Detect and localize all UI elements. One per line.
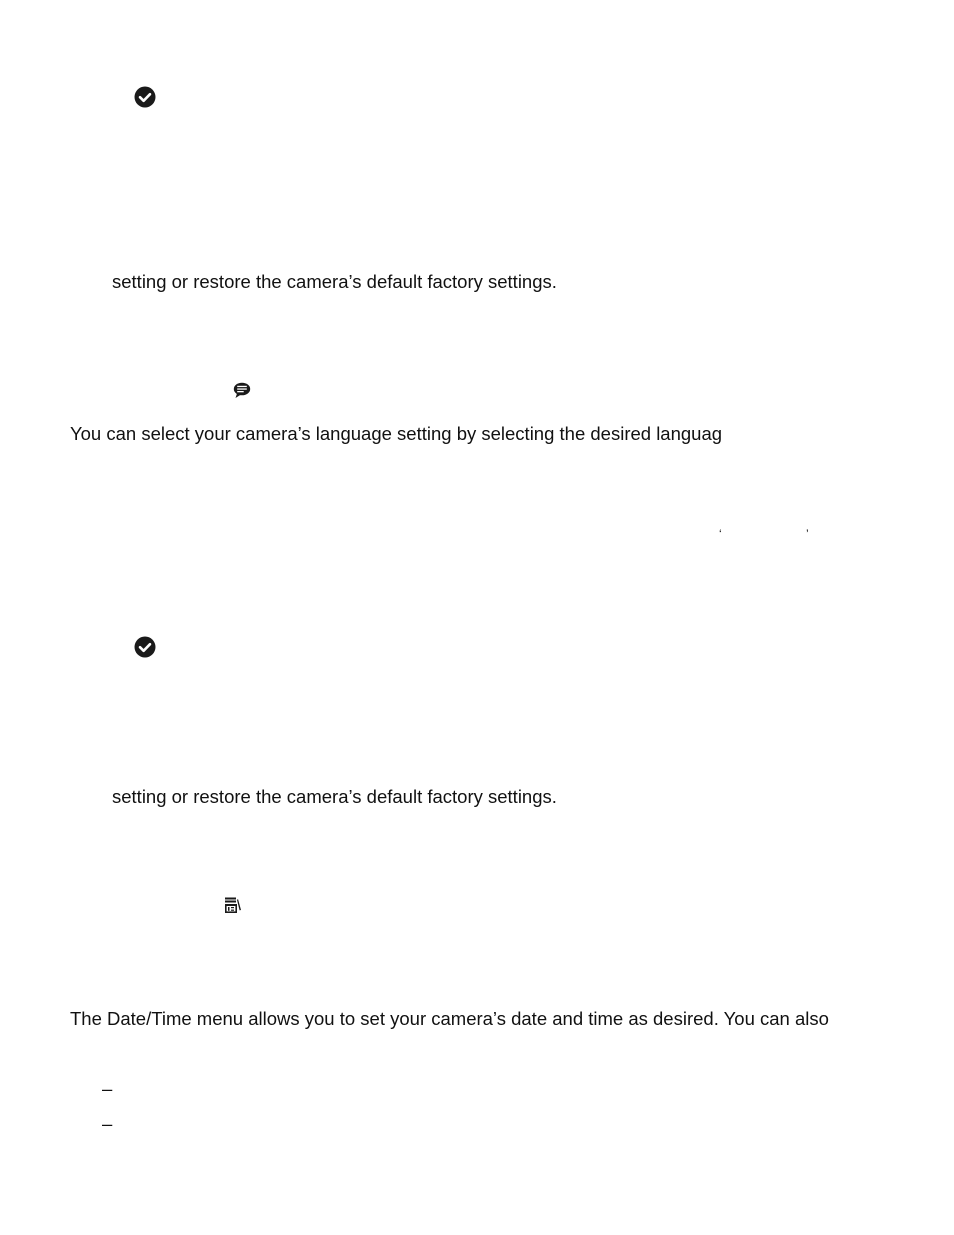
list-dash: – [102,1113,113,1134]
datetime-intro-text: The Date/Time menu allows you to set your camera’s date and time as desired. You can also [70,1008,829,1029]
language-intro-text: You can select your camera’s language setting by selecting the desired languag [70,423,723,444]
list-dash: – [102,1078,113,1099]
check-circle-icon [134,636,156,658]
open-quote-mark: ‘ [719,527,722,541]
calendar-clock-icon [224,897,242,914]
reset-note-text: setting or restore the camera’s default factory settings. [112,786,557,807]
close-quote-mark: ’ [806,527,809,541]
check-circle-icon [134,86,156,108]
reset-note-text: setting or restore the camera’s default factory settings. [112,271,557,292]
speech-bubble-icon [233,382,251,399]
